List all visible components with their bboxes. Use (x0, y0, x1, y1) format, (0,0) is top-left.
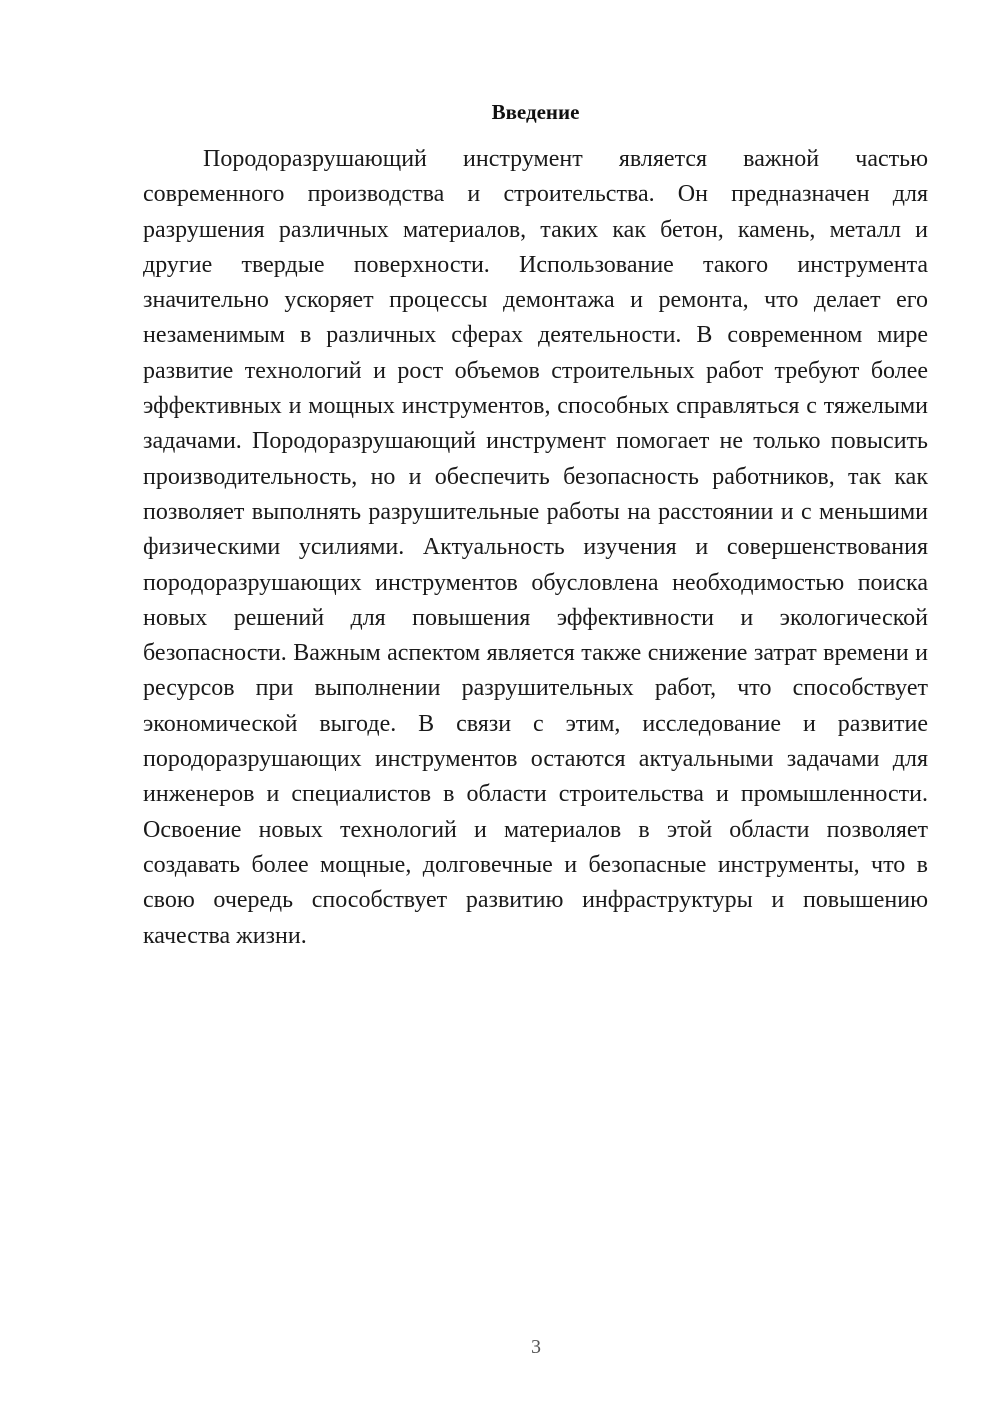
section-heading: Введение (491, 100, 580, 124)
page-number: 3 (531, 1336, 541, 1358)
body-paragraph: Породоразрушающий инструмент является важной частью современного производства и строительства. Он предназначен для разрушения различных материалов, таких как бетон, камень, металл и другие твердые поверхности. Использование такого инструмента значительно ускоряет процессы демонтажа и ремонта, что делает его незаменимым в различных сферах деятельности. В современном мире развитие технологий и рост объемов строительных работ требуют более эффективных и мощных инструментов, способных справляться с тяжелыми задачами. Породоразрушающий инструмент помогает не только повысить производительность, но и обеспечить безопасность работников, так как позволяет выполнять разрушительные работы на расстоянии и с меньшими физическими усилиями. Актуальность изучения и совершенствования породоразрушающих инструментов обусловлена необходимостью поиска новых решений для повышения эффективности и экологической безопасности. Важным аспектом является также снижение затрат времени и ресурсов при выполнении разрушительных работ, что способствует экономической выгоде. В связи с этим, исследование и развитие породоразрушающих инструментов остаются актуальными задачами для инженеров и специалистов в области строительства и промышленности. Освоение новых технологий и материалов в этой области позволяет создавать более мощные, долговечные и безопасные инструменты, что в свою очередь способствует развитию инфраструктуры и повышению качества жизни. (143, 146, 928, 949)
